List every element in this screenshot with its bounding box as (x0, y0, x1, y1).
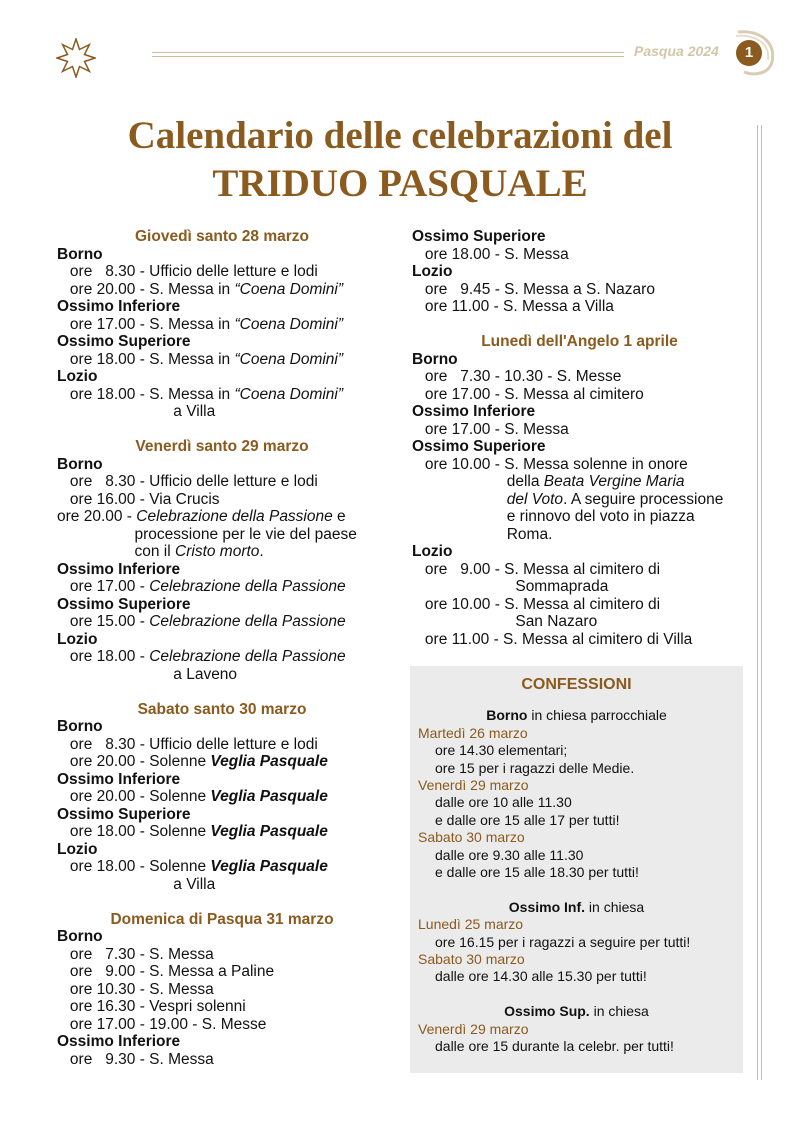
schedule-line: ore 10.00 - S. Messa solenne in onore (412, 455, 688, 473)
confessioni-heading: CONFESSIONI (521, 676, 632, 693)
confession-date: Martedì 26 marzo (418, 724, 528, 741)
place-name: Ossimo Superiore (57, 595, 191, 613)
place-name: Lozio (57, 630, 98, 648)
schedule-line: ore 20.00 - Solenne Veglia Pasquale (57, 753, 328, 770)
day-heading: Venerdì santo 29 marzo (135, 438, 309, 455)
confession-time: ore 14.30 elementari; (435, 742, 568, 759)
margin-rule (757, 125, 758, 1080)
page-number: 1 (744, 44, 754, 61)
section-title: Pasqua 2024 (634, 43, 719, 59)
day-heading: Sabato santo 30 marzo (137, 700, 307, 718)
schedule-line: Sommaprada (412, 578, 609, 595)
place-name: Ossimo Superiore (412, 228, 546, 245)
confession-time: dalle ore 14.30 alle 15.30 per tutti! (435, 968, 647, 985)
schedule-line: ore 20.00 - Solenne Veglia Pasquale (57, 788, 328, 805)
day-heading: Giovedì santo 28 marzo (135, 228, 309, 245)
day-heading: Lunedì dell'Angelo 1 aprile (481, 333, 678, 350)
schedule-line: ore 18.00 - Solenne Veglia Pasquale (57, 823, 328, 840)
place-name: Lozio (57, 840, 98, 858)
schedule-line: ore 9.00 - S. Messa al cimitero di (412, 560, 661, 578)
schedule-line: ore 7.30 - S. Messa (57, 945, 214, 963)
confession-date: Sabato 30 marzo (418, 951, 525, 968)
title-line-1: Calendario delle celebrazioni del (127, 114, 673, 157)
schedule-line: del Voto. A seguire processione (506, 490, 724, 508)
place-name: Borno (57, 718, 103, 735)
place-name: Ossimo Inferiore (57, 560, 181, 578)
schedule-line: e rinnovo del voto in piazza (412, 508, 695, 525)
schedule-line: ore 8.30 - Ufficio delle letture e lodi (57, 735, 318, 753)
confession-time: ore 16.15 per i ragazzi a seguire per tutti! (435, 933, 691, 950)
confession-date: Venerdì 29 marzo (418, 1020, 529, 1037)
place-name: Ossimo Superiore (57, 333, 191, 350)
day-heading: Domenica di Pasqua 31 marzo (110, 910, 334, 928)
place-name: Ossimo Inferiore (412, 403, 536, 420)
schedule-line: ore 9.45 - S. Messa a S. Nazaro (412, 280, 655, 298)
place-name: Ossimo Inferiore (57, 298, 181, 315)
schedule-line: ore 20.00 - Celebrazione della Passione e (57, 508, 346, 525)
star-icon (56, 38, 96, 78)
left-column (57, 228, 387, 1068)
schedule-line: con il Cristo morto. (57, 543, 264, 560)
place-name: Lozio (412, 263, 453, 280)
confession-time: e dalle ore 15 alle 18.30 per tutti! (435, 864, 639, 881)
confession-time: e dalle ore 15 alle 17 per tutti! (435, 811, 620, 828)
page-title (0, 112, 800, 208)
confession-date: Venerdì 29 marzo (418, 777, 529, 794)
header-rule (152, 56, 624, 57)
header-rule (152, 52, 624, 53)
confession-date: Lunedì 25 marzo (418, 916, 524, 933)
schedule-line: ore 16.30 - Vespri solenni (57, 998, 246, 1015)
right-column (412, 228, 747, 648)
place-name: Lozio (57, 368, 98, 385)
confession-time: dalle ore 10 alle 11.30 (435, 794, 572, 811)
confession-place: Borno in chiesa parrocchiale (486, 707, 667, 724)
place-name: Borno (57, 928, 103, 945)
schedule-line: ore 18.00 - Solenne Veglia Pasquale (57, 858, 328, 875)
schedule-line: ore 17.00 - 19.00 - S. Messe (57, 1015, 267, 1033)
schedule-line: ore 17.00 - S. Messa al cimitero (412, 385, 644, 403)
schedule-line: ore 9.30 - S. Messa (57, 1050, 214, 1068)
margin-rule (761, 125, 762, 1080)
schedule-line: a Villa (57, 875, 216, 893)
schedule-line: ore 15.00 - Celebrazione della Passione (57, 613, 346, 630)
title-line-2: TRIDUO PASQUALE (212, 162, 588, 205)
schedule-line: ore 20.00 - S. Messa in “Coena Domini” (57, 280, 344, 298)
confession-place: Ossimo Sup. in chiesa (504, 1003, 649, 1020)
place-name: Ossimo Inferiore (57, 1033, 181, 1050)
place-name: Ossimo Inferiore (57, 770, 181, 788)
schedule-line: ore 16.00 - Via Crucis (57, 490, 220, 508)
schedule-line: della Beata Vergine Maria (412, 473, 685, 490)
place-name: Ossimo Superiore (57, 805, 191, 823)
schedule-line: ore 8.30 - Ufficio delle letture e lodi (57, 263, 318, 280)
confession-time: ore 15 per i ragazzi delle Medie. (435, 759, 635, 776)
confession-time: dalle ore 15 durante la celebr. per tutti! (435, 1038, 674, 1055)
schedule-line: ore 17.00 - Celebrazione della Passione (57, 578, 346, 595)
schedule-line: ore 18.00 - Celebrazione della Passione (57, 648, 346, 665)
schedule-line: ore 17.00 - S. Messa in “Coena Domini” (57, 315, 344, 333)
place-name: Borno (57, 245, 103, 263)
schedule-line: a Villa (57, 403, 216, 420)
confessioni-box (410, 666, 743, 1073)
place-name: Borno (412, 350, 458, 368)
schedule-line: processione per le vie del paese (57, 525, 357, 543)
place-name: Lozio (412, 543, 453, 560)
confession-date: Sabato 30 marzo (418, 829, 525, 846)
schedule-line: ore 9.00 - S. Messa a Paline (57, 963, 275, 980)
schedule-line: a Laveno (57, 665, 238, 683)
schedule-line: ore 10.00 - S. Messa al cimitero di (412, 595, 661, 613)
schedule-line: ore 18.00 - S. Messa (412, 245, 569, 263)
schedule-line: ore 18.00 - S. Messa in “Coena Domini” (57, 350, 344, 368)
place-name: Borno (57, 455, 103, 473)
schedule-line: ore 11.00 - S. Messa a Villa (412, 298, 614, 315)
schedule-line: ore 8.30 - Ufficio delle letture e lodi (57, 473, 318, 490)
schedule-line: ore 7.30 - 10.30 - S. Messe (412, 368, 622, 385)
page-number-badge (730, 28, 780, 78)
confession-time: dalle ore 9.30 alle 11.30 (435, 846, 584, 863)
schedule-line: ore 11.00 - S. Messa al cimitero di Villa (412, 630, 693, 648)
schedule-line: ore 10.30 - S. Messa (57, 980, 214, 998)
schedule-line: San Nazaro (412, 613, 598, 630)
confession-place: Ossimo Inf. in chiesa (508, 898, 645, 915)
schedule-line: Roma. (412, 525, 553, 543)
schedule-line: ore 17.00 - S. Messa (412, 420, 569, 438)
place-name: Ossimo Superiore (412, 438, 546, 455)
schedule-line: ore 18.00 - S. Messa in “Coena Domini” (57, 385, 344, 403)
